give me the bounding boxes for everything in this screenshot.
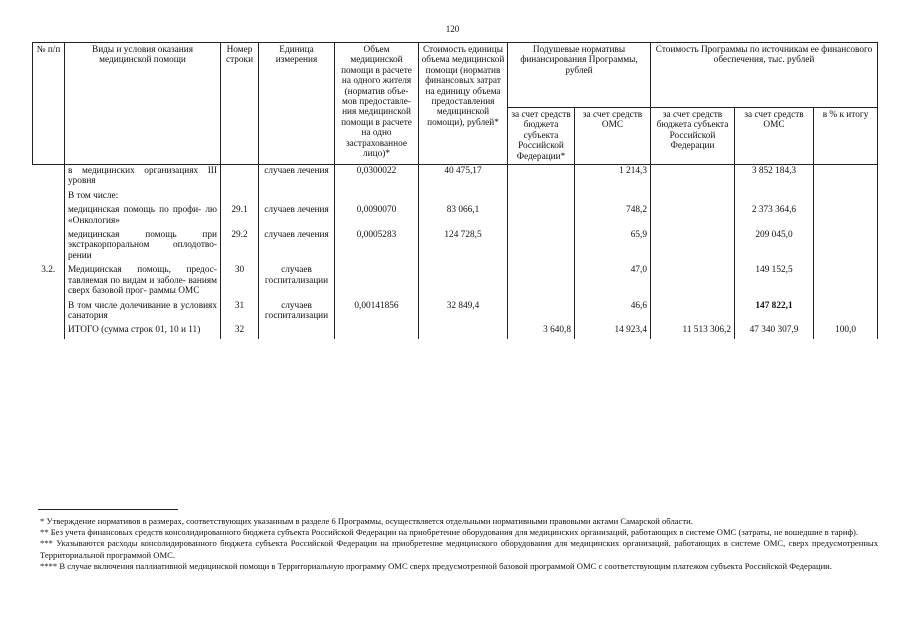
table-row [33, 190, 878, 204]
row-name: В том числе: [65, 190, 221, 204]
row-name: ИТОГО (сумма строк 01, 10 и 11) [65, 324, 221, 338]
row-line-number: 31 [221, 300, 259, 325]
header-cost-percent: в % к итогу [814, 108, 878, 165]
row-unit: случаев лечения [259, 165, 335, 190]
row-cost-percent: 100,0 [814, 324, 878, 338]
row-cost-oms: 3 852 184,3 [735, 165, 814, 190]
row-percapita-oms: 1 214,3 [575, 165, 651, 190]
row-num [33, 229, 65, 264]
row-percapita-budget [508, 264, 575, 299]
table-row [33, 229, 878, 264]
row-line-number [221, 165, 259, 190]
row-name: медицинская помощь по профи- лю «Онкология» [65, 204, 221, 229]
row-percapita-oms: 47,0 [575, 264, 651, 299]
row-volume: 0,00141856 [335, 300, 419, 325]
row-num [33, 204, 65, 229]
row-unit-cost: 83 066,1 [419, 204, 508, 229]
row-percapita-budget [508, 229, 575, 264]
row-name: в медицинских организациях III уровня [65, 165, 221, 190]
footnotes [40, 516, 878, 572]
row-unit-cost [419, 190, 508, 204]
row-volume: 0,0300022 [335, 165, 419, 190]
row-unit-cost: 124 728,5 [419, 229, 508, 264]
table-row [33, 165, 878, 190]
row-percapita-budget: 3 640,8 [508, 324, 575, 338]
header-percapita-oms: за счет средств ОМС [575, 108, 651, 165]
row-unit: случаев госпитализации [259, 264, 335, 299]
row-percapita-budget [508, 165, 575, 190]
header-cost-group: Стоимость Программы по источникам ее финансового обеспечения, тыс. рублей [651, 43, 878, 108]
row-name: Медицинская помощь, предос- тавляемая по видам и заболе- ваниям сверх базовой прог- раммы ОМС [65, 264, 221, 299]
header-cost-budget: за счет средств бюджета субъекта Российской Федерации [651, 108, 735, 165]
row-cost-percent [814, 190, 878, 204]
row-num [33, 300, 65, 325]
row-name: медицинская помощь при экстракорпоральном оплодотво- рении [65, 229, 221, 264]
row-line-number [221, 190, 259, 204]
footnote: **** В случае включения паллиативной медицинской помощи в Территориальную программу ОМС сверх предусмотренной базовой программой ОМС с соответствующим платежом субъекта Российской Федерации. [40, 560, 832, 571]
header-cost-oms: за счет средств ОМС [735, 108, 814, 165]
footnote-divider [38, 509, 178, 510]
table-row [33, 324, 878, 338]
row-cost-budget: 11 513 306,2 [651, 324, 735, 338]
table-body [33, 165, 878, 339]
table-header [33, 43, 878, 165]
row-num: 3.2. [41, 265, 56, 276]
header-percapita-budget: за счет средств бюджета субъекта Российской Федерации* [508, 108, 575, 165]
row-percapita-budget [508, 204, 575, 229]
row-unit-cost: 32 849,4 [419, 300, 508, 325]
row-cost-percent [814, 300, 878, 325]
row-cost-budget [651, 204, 735, 229]
header-unit-cost: Стоимость единицы объема медицинской помощи (норматив финансовых затрат на единицу объема предоставления медицинской помощи), рублей* [419, 43, 508, 165]
table-row [33, 204, 878, 229]
page-number: 120 [445, 24, 460, 34]
header-unit: Единица измерения [259, 43, 335, 165]
row-cost-budget [651, 190, 735, 204]
header-volume: Объем медицинской помощи в расчете на одного жителя (норматив объе- мов предоставле- ния медицинской помощи в расчете на одно застрахованное лицо)* [335, 43, 419, 165]
row-name: В том числе долечивание в условиях санатория [65, 300, 221, 325]
row-cost-budget [651, 264, 735, 299]
row-volume [335, 324, 419, 338]
row-cost-oms: 149 152,5 [735, 264, 814, 299]
footnote: ** Без учета финансовых средств консолидированного бюджета субъекта Российской Федерации на приобретение оборудования для медицинских организаций, работающих в системе ОМС (затраты, не вошедшие в тариф). [40, 527, 859, 538]
header-num: № п/п [33, 43, 65, 165]
row-line-number: 32 [221, 324, 259, 338]
row-unit: случаев лечения [259, 204, 335, 229]
header-types: Виды и условия оказания медицинской помощи [65, 43, 221, 165]
row-cost-budget [651, 300, 735, 325]
row-line-number: 29.2 [221, 229, 259, 264]
row-cost-budget [651, 165, 735, 190]
row-cost-percent [814, 229, 878, 264]
row-percapita-oms [575, 190, 651, 204]
footnote: * Утверждение нормативов в размерах, соответствующих указанным в разделе 6 Программы, осуществляется отдельными нормативными правовыми актами Самарской области. [40, 516, 693, 526]
table-row [33, 264, 878, 299]
row-volume: 0,0005283 [335, 229, 419, 264]
row-line-number: 30 [221, 264, 259, 299]
row-cost-percent [814, 204, 878, 229]
row-volume [335, 264, 419, 299]
row-unit [259, 324, 335, 338]
row-unit [259, 190, 335, 204]
row-unit-cost [419, 264, 508, 299]
row-unit-cost [419, 324, 508, 338]
row-unit: случаев госпитализации [259, 300, 335, 325]
row-cost-percent [814, 264, 878, 299]
row-num [33, 165, 65, 190]
row-cost-oms: 209 045,0 [735, 229, 814, 264]
row-percapita-oms: 46,6 [575, 300, 651, 325]
row-cost-oms: 47 340 307,9 [735, 324, 814, 338]
financing-table [32, 42, 878, 339]
row-volume: 0,0090070 [335, 204, 419, 229]
row-percapita-budget [508, 190, 575, 204]
row-cost-percent [814, 165, 878, 190]
row-cost-oms: 2 373 364,6 [735, 204, 814, 229]
row-percapita-budget [508, 300, 575, 325]
row-line-number: 29.1 [221, 204, 259, 229]
row-cost-budget [651, 229, 735, 264]
row-percapita-oms: 14 923,4 [575, 324, 651, 338]
row-percapita-oms: 748,2 [575, 204, 651, 229]
row-unit-cost: 40 475,17 [419, 165, 508, 190]
header-row-number: Номер строки [221, 43, 259, 165]
row-percapita-oms: 65,9 [575, 229, 651, 264]
row-cost-oms: 147 822,1 [735, 300, 814, 325]
table-row [33, 300, 878, 325]
row-num [33, 190, 65, 204]
row-cost-oms [735, 190, 814, 204]
header-percapita-group: Подушевые нормативы финансирования Программы, рублей [508, 43, 651, 108]
footnote: *** Указываются расходы консолидированного бюджета субъекта Российской Федерации на приобретение медицинского оборудования для медицинских организаций, работающих в системе ОМС, сверх предусмотренных Территориальной программой ОМС. [40, 538, 878, 560]
row-volume [335, 190, 419, 204]
row-num [33, 324, 65, 338]
row-unit: случаев лечения [259, 229, 335, 264]
